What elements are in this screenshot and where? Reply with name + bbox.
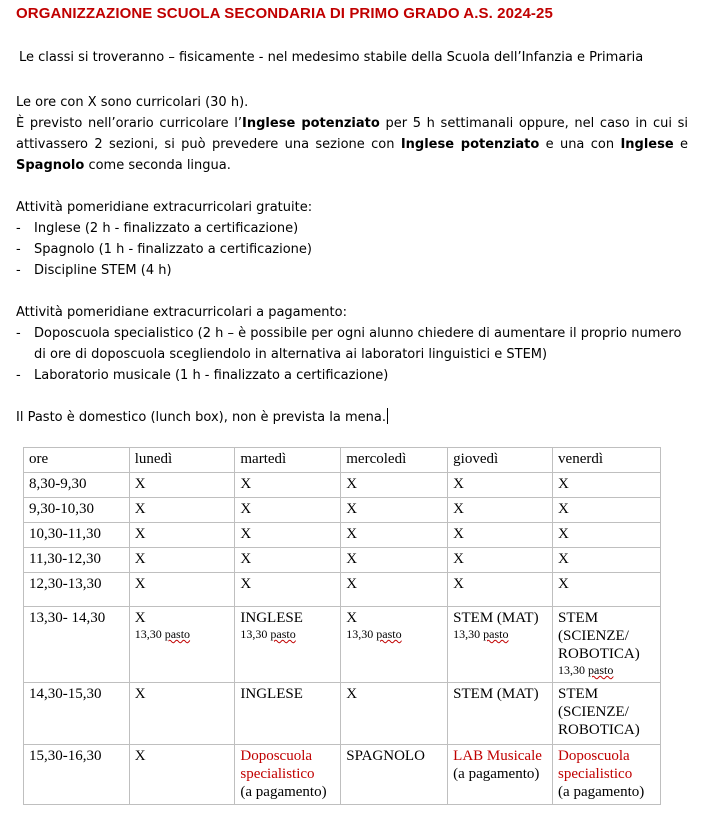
table-row	[24, 683, 661, 745]
time-cell: 15,30-16,30	[24, 745, 130, 805]
table-cell: X	[235, 498, 341, 523]
table-cell: STEM (SCIENZE/ ROBOTICA) 13,30 pasto	[553, 607, 661, 683]
table-header-cell: lunedì	[129, 448, 235, 473]
table-cell: STEM (SCIENZE/ ROBOTICA)	[553, 683, 661, 745]
table-cell: X	[553, 573, 661, 607]
time-cell: 12,30-13,30	[24, 573, 130, 607]
table-row	[24, 473, 661, 498]
table-cell: X	[448, 473, 553, 498]
intro-paragraph: Le classi si troveranno – fisicamente - nel medesimo stabile della Scuola dell’Infanzia e Primaria	[19, 50, 644, 65]
table-row	[24, 745, 661, 805]
table-cell: INGLESE	[235, 683, 341, 745]
table-cell: X	[553, 473, 661, 498]
table-header-cell: mercoledì	[341, 448, 448, 473]
free-activities-heading: Attività pomeridiane extracurricolari gratuite:	[16, 200, 313, 215]
time-cell: 14,30-15,30	[24, 683, 130, 745]
time-cell: 11,30-12,30	[24, 548, 130, 573]
table-cell: X	[553, 523, 661, 548]
table-cell: X	[235, 523, 341, 548]
curricular-paragraph: È previsto nell’orario curricolare l’Inglese potenziato per 5 h settimanali oppure, nel caso in cui si attivassero 2 sezioni, si può prevedere una sezione con Inglese potenziato e una con Inglese e Spagnolo come seconda lingua.	[16, 116, 689, 173]
table-cell: X	[129, 473, 235, 498]
table-cell: X	[553, 548, 661, 573]
table-cell: INGLESE 13,30 pasto	[235, 607, 341, 683]
table-cell: X	[341, 473, 448, 498]
table-cell: X	[129, 573, 235, 607]
time-cell: 10,30-11,30	[24, 523, 130, 548]
table-cell: X	[448, 523, 553, 548]
table-cell: X	[448, 548, 553, 573]
table-cell: X	[235, 548, 341, 573]
table-row	[24, 548, 661, 573]
table-row	[24, 523, 661, 548]
table-header-cell: venerdì	[553, 448, 661, 473]
table-cell: X	[341, 498, 448, 523]
table-cell: X 13,30 pasto	[341, 607, 448, 683]
table-header-cell: giovedì	[448, 448, 553, 473]
table-cell: X	[235, 573, 341, 607]
table-cell: Doposcuola specialistico (a pagamento)	[553, 745, 661, 805]
table-cell: X	[129, 683, 235, 745]
table-cell: X	[448, 498, 553, 523]
table-cell: X	[448, 573, 553, 607]
table-cell: X	[129, 745, 235, 805]
table-cell: Doposcuola specialistico (a pagamento)	[235, 745, 341, 805]
table-row	[24, 573, 661, 607]
table-row	[24, 607, 661, 683]
table-cell: X	[129, 523, 235, 548]
time-cell: 8,30-9,30	[24, 473, 130, 498]
table-header-cell: ore	[24, 448, 130, 473]
table-cell: X	[235, 473, 341, 498]
table-cell: X 13,30 pasto	[129, 607, 235, 683]
page-title: ORGANIZZAZIONE SCUOLA SECONDARIA DI PRIMO GRADO A.S. 2024-25	[16, 5, 553, 22]
table-cell: X	[341, 573, 448, 607]
time-cell: 9,30-10,30	[24, 498, 130, 523]
table-cell: X	[129, 498, 235, 523]
text-cursor	[387, 408, 388, 424]
meal-note: Il Pasto è domestico (lunch box), non è prevista la mena.	[16, 410, 386, 425]
table-header-row	[24, 448, 661, 473]
table-cell: X	[129, 548, 235, 573]
table-cell: X	[341, 548, 448, 573]
table-cell: LAB Musicale (a pagamento)	[448, 745, 553, 805]
table-header-cell: martedì	[235, 448, 341, 473]
table-cell: STEM (MAT)	[448, 683, 553, 745]
time-cell: 13,30- 14,30	[24, 607, 130, 683]
table-cell: X	[341, 523, 448, 548]
table-row	[24, 498, 661, 523]
table-cell: X	[341, 683, 448, 745]
curricular-line: Le ore con X sono curricolari (30 h).	[16, 95, 249, 110]
paid-activities-heading: Attività pomeridiane extracurricolari a pagamento:	[16, 305, 347, 320]
schedule-table	[23, 447, 661, 805]
table-cell: SPAGNOLO	[341, 745, 448, 805]
table-cell: X	[553, 498, 661, 523]
table-cell: STEM (MAT) 13,30 pasto	[448, 607, 553, 683]
